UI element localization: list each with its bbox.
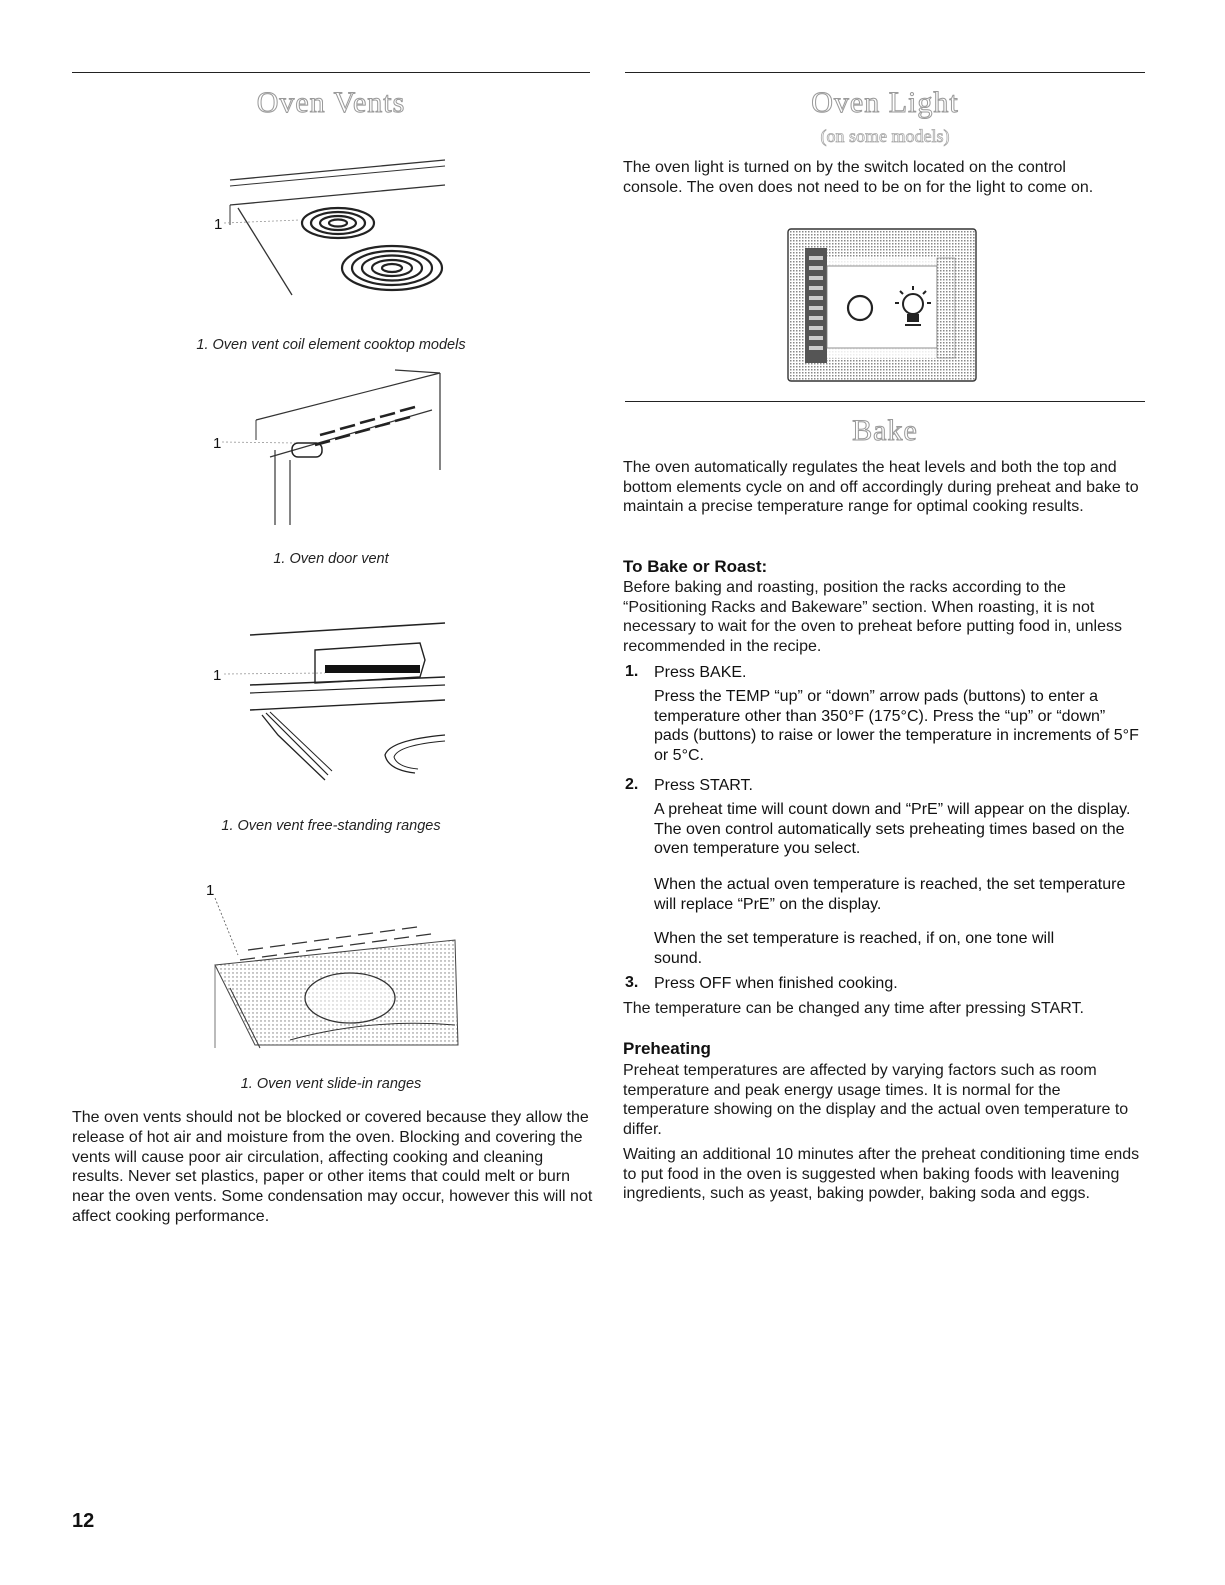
preheating-paragraph-2: Waiting an additional 10 minutes after the preheat conditioning time ends to put food in the oven is suggested when baking foods with leavening ingredients, such as yeast, baking powder, baking soda and eggs. — [623, 1146, 1140, 1202]
free-standing-vent-illustration — [200, 615, 460, 780]
oven-light-switch-illustration — [787, 228, 979, 384]
step-1-title: Press BAKE. — [654, 664, 747, 681]
bake-title: Bake — [852, 414, 918, 447]
oven-vents-paragraph: The oven vents should not be blocked or covered because they allow the release of hot air and moisture from the oven. Blocking and covering the vents will cause poor air circulation, affecting cooking and cleaning results. Never set plastics, paper or other items that could melt or burn near the oven vents. Some condensation may occur, however this will not affect cooking performance. — [72, 1109, 593, 1225]
step-2-detail-1: A preheat time will count down and “PrE” will appear on the display. The oven control automatically sets preheating times based on the oven temperature you select. — [654, 801, 1131, 857]
step-1-detail: Press the TEMP “up” or “down” arrow pads (buttons) to enter a temperature other than 350°F (175°C). Press the “up” or “down” pads (buttons) to raise or lower the temperature in increments of 5°F or 5°C. — [654, 688, 1139, 764]
bake-intro: The oven automatically regulates the heat levels and both the top and bottom elements cycle on and off accordingly during preheat and bake to maintain a precise temperature range for optimal cooking results. — [623, 459, 1139, 515]
figure-2-callout: 1 — [213, 435, 222, 452]
figure-2-caption: 1. Oven door vent — [273, 551, 389, 567]
step-3-title: Press OFF when finished cooking. — [654, 975, 898, 992]
to-bake-paragraph: Before baking and roasting, position the racks according to the “Positioning Racks and Bakeware” section. When roasting, it is not necessary to wait for the oven to preheat before putting food in, unless recommended in the recipe. — [623, 579, 1122, 655]
step-2-detail-2: When the actual oven temperature is reached, the set temperature will replace “PrE” on the display. — [654, 876, 1126, 913]
after-steps-text: The temperature can be changed any time after pressing START. — [623, 1000, 1084, 1017]
door-vent-illustration — [200, 365, 460, 530]
coil-cooktop-illustration — [200, 150, 480, 320]
oven-light-title: Oven Light — [811, 86, 959, 119]
to-bake-heading: To Bake or Roast: — [623, 557, 768, 576]
figure-1-caption: 1. Oven vent coil element cooktop models — [196, 337, 466, 353]
right-top-rule — [625, 72, 1145, 73]
step-2-detail-3: When the set temperature is reached, if on, one tone will sound. — [654, 930, 1055, 967]
slide-in-vent-illustration — [200, 880, 465, 1055]
oven-light-subtitle: (on some models) — [820, 126, 950, 146]
figure-1-callout: 1 — [214, 216, 223, 233]
oven-light-paragraph: The oven light is turned on by the switch located on the control console. The oven does not need to be on for the light to come on. — [623, 159, 1094, 196]
step-1-number: 1. — [625, 663, 639, 680]
preheating-paragraph-1: Preheat temperatures are affected by varying factors such as room temperature and peak energy usage times. It is normal for the temperature showing on the display and the actual oven temperature to differ. — [623, 1062, 1129, 1138]
page-number: 12 — [72, 1510, 95, 1532]
step-3-number: 3. — [625, 974, 639, 991]
step-2-number: 2. — [625, 776, 639, 793]
step-2-title: Press START. — [654, 777, 753, 794]
figure-4-caption: 1. Oven vent slide-in ranges — [240, 1076, 422, 1092]
figure-4-callout: 1 — [206, 882, 215, 899]
figure-3-callout: 1 — [213, 667, 222, 684]
oven-vents-title: Oven Vents — [256, 86, 406, 119]
left-top-rule — [72, 72, 590, 73]
figure-3-caption: 1. Oven vent free-standing ranges — [221, 818, 441, 834]
bake-rule — [625, 401, 1145, 402]
preheating-heading: Preheating — [623, 1039, 711, 1058]
